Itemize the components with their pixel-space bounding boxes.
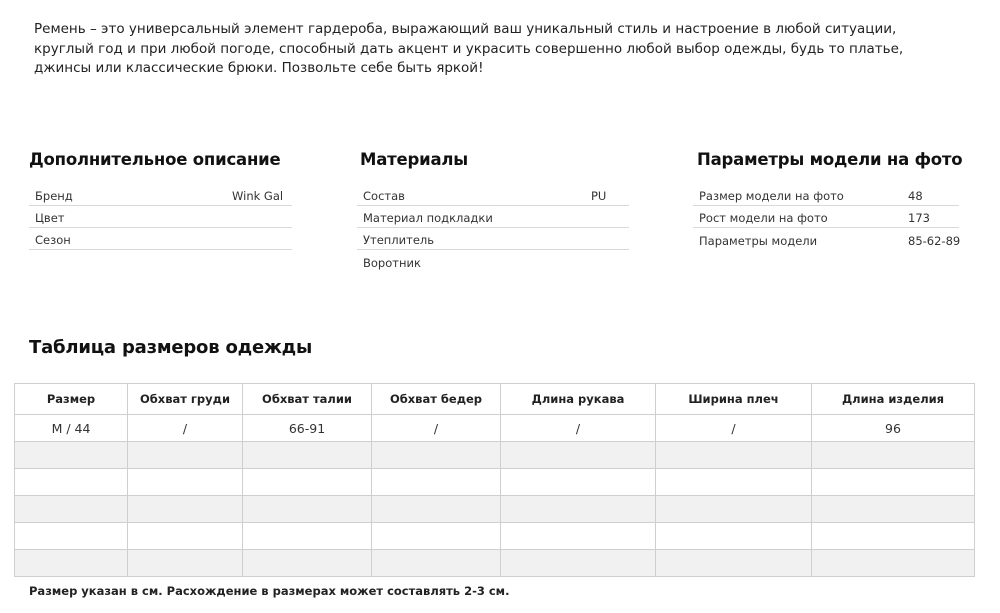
table-row-empty (15, 550, 975, 577)
description-line: джинсы или классические брюки. Позвольте себе быть яркой! (34, 60, 484, 76)
size-note-prefix: Размер указан в см. (29, 584, 163, 598)
info-row-collar (357, 250, 629, 272)
table-cell (812, 469, 975, 496)
table-cell (656, 496, 812, 523)
table-cell (243, 469, 372, 496)
table-row-empty (15, 496, 975, 523)
table-row-empty (15, 469, 975, 496)
additional-description-title: Дополнительное описание (29, 150, 281, 169)
header-chest: Обхват груди (128, 384, 243, 415)
header-hips: Обхват бедер (372, 384, 501, 415)
table-cell (372, 523, 501, 550)
materials-title: Материалы (360, 150, 469, 169)
table-cell: / (501, 415, 656, 442)
table-cell (372, 469, 501, 496)
info-row-brand (29, 184, 292, 206)
header-length: Длина изделия (812, 384, 975, 415)
info-label: Сезон (35, 233, 71, 247)
table-cell: M / 44 (15, 415, 128, 442)
model-params-list (693, 184, 959, 250)
table-cell: / (656, 415, 812, 442)
table-cell (501, 550, 656, 577)
info-label: Бренд (35, 189, 73, 203)
info-label: Цвет (35, 211, 65, 225)
materials-list (357, 184, 629, 272)
table-cell (372, 496, 501, 523)
info-row-insulation (357, 228, 629, 250)
table-cell (243, 550, 372, 577)
info-row-model-height (693, 206, 959, 228)
table-row-empty (15, 523, 975, 550)
table-row (15, 415, 975, 442)
info-row-lining (357, 206, 629, 228)
info-value: 48 (908, 189, 923, 203)
table-cell (128, 550, 243, 577)
header-sleeve: Длина рукава (501, 384, 656, 415)
table-cell (128, 523, 243, 550)
info-label: Состав (363, 189, 405, 203)
table-cell (15, 469, 128, 496)
size-table-header (15, 384, 975, 415)
table-cell (501, 442, 656, 469)
size-note (29, 584, 509, 598)
table-cell (656, 523, 812, 550)
header-shoulders: Ширина плеч (656, 384, 812, 415)
description-line: Ремень – это универсальный элемент гардероба, выражающий ваш уникальный стиль и настроение в любой ситуации, (34, 21, 897, 37)
table-cell (812, 442, 975, 469)
description-line: круглый год и при любой погоде, способный дать акцент и украсить совершенно любой выбор одежды, будь то платье, (34, 40, 904, 57)
table-cell (501, 469, 656, 496)
info-label: Рост модели на фото (699, 211, 828, 225)
table-cell (15, 523, 128, 550)
table-cell (501, 523, 656, 550)
table-cell: / (372, 415, 501, 442)
info-row-model-measurements (693, 228, 959, 250)
info-label: Размер модели на фото (699, 189, 844, 203)
info-label: Материал подкладки (363, 211, 493, 225)
header-size: Размер (15, 384, 128, 415)
table-cell (243, 442, 372, 469)
table-cell (243, 523, 372, 550)
info-label: Воротник (363, 256, 421, 270)
product-description (34, 20, 934, 79)
table-cell (812, 523, 975, 550)
info-label: Параметры модели (699, 234, 818, 248)
info-value: 173 (908, 211, 930, 225)
header-waist: Обхват талии (243, 384, 372, 415)
size-table (14, 383, 975, 577)
table-cell (128, 469, 243, 496)
table-cell (501, 496, 656, 523)
table-cell (372, 550, 501, 577)
table-cell (372, 442, 501, 469)
size-table-title: Таблица размеров одежды (29, 337, 313, 358)
info-row-season (29, 228, 292, 250)
table-cell (15, 496, 128, 523)
table-row-empty (15, 442, 975, 469)
info-label: Утеплитель (363, 233, 435, 247)
info-row-color (29, 206, 292, 228)
table-cell (656, 550, 812, 577)
table-cell (128, 496, 243, 523)
info-value: 85-62-89 (908, 234, 961, 248)
table-cell (15, 550, 128, 577)
table-cell (656, 469, 812, 496)
model-params-title: Параметры модели на фото (697, 150, 963, 169)
table-cell (656, 442, 812, 469)
additional-description-list (29, 184, 292, 250)
size-note-text: Расхождение в размерах может составлять 2-3 см. (162, 584, 510, 598)
table-cell: 96 (812, 415, 975, 442)
table-cell (243, 496, 372, 523)
table-cell: 66-91 (243, 415, 372, 442)
table-cell (15, 442, 128, 469)
table-cell (128, 442, 243, 469)
table-cell: / (128, 415, 243, 442)
info-row-model-size (693, 184, 959, 206)
info-row-composition (357, 184, 629, 206)
info-value: Wink Gal (232, 189, 284, 203)
info-value: PU (591, 189, 607, 203)
table-cell (812, 550, 975, 577)
table-cell (812, 496, 975, 523)
